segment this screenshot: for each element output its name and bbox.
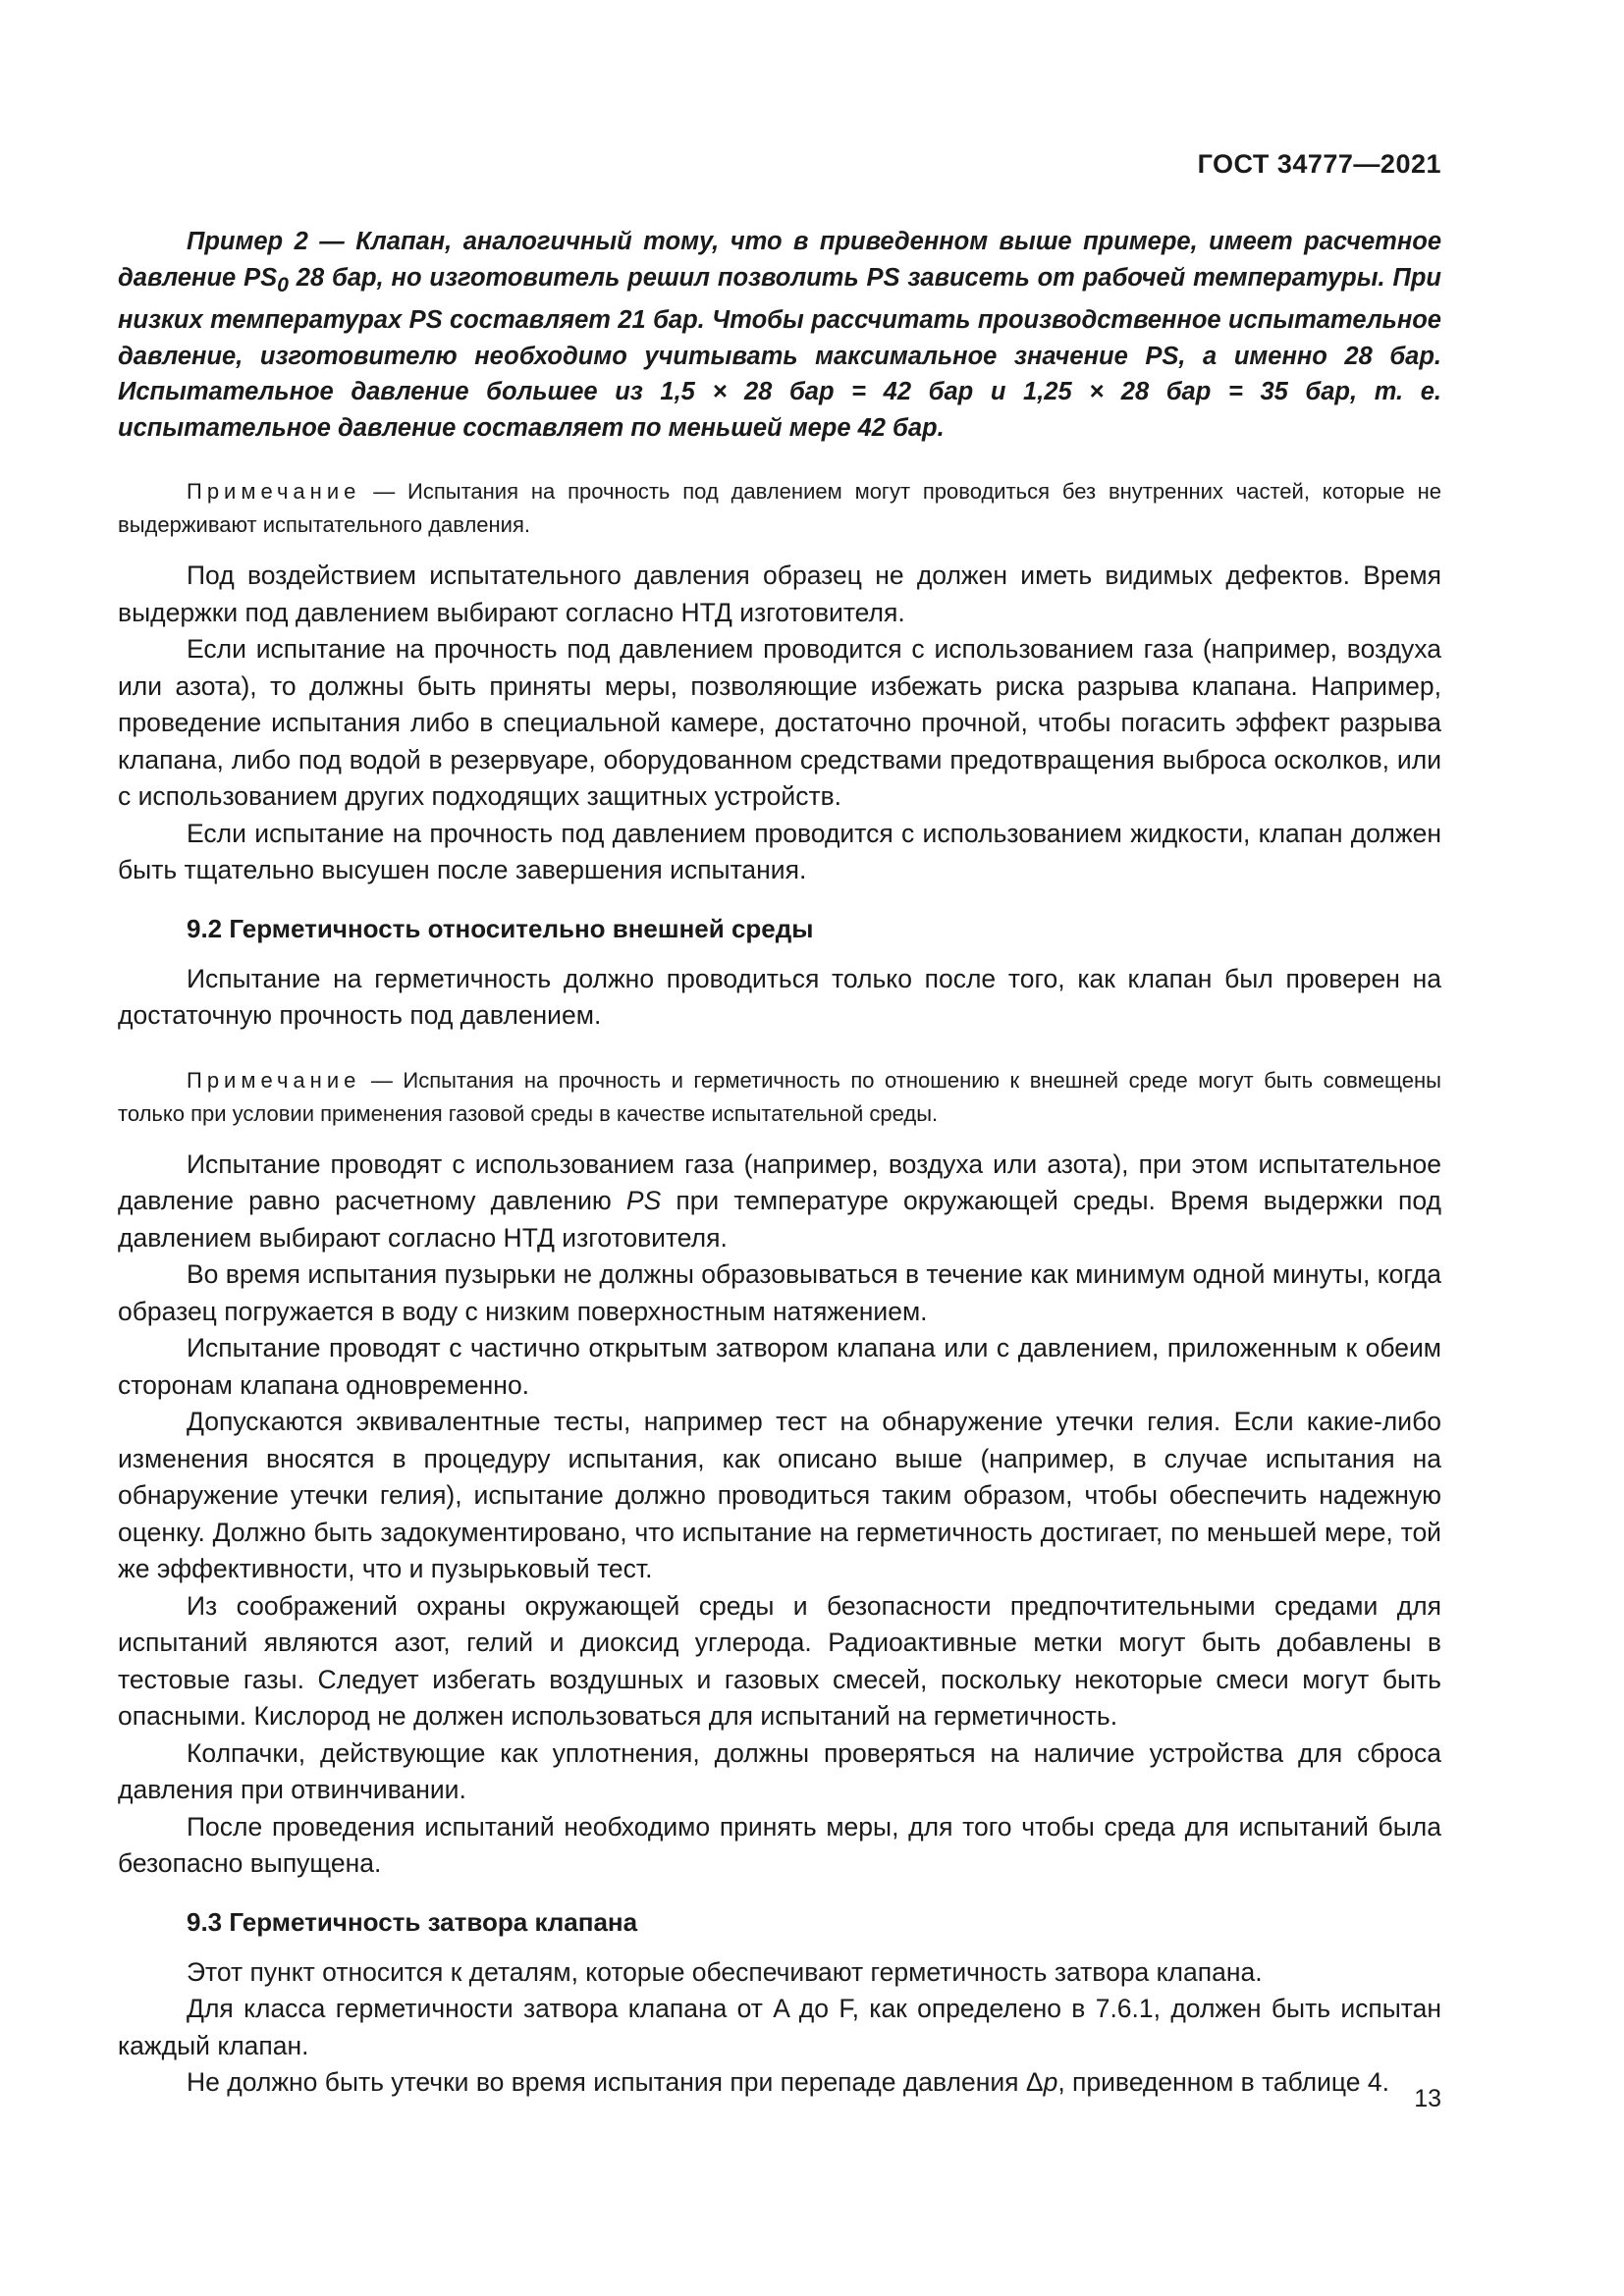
section-heading-9-3: 9.3 Герметичность затвора клапана — [187, 1906, 638, 1937]
paragraph: Этот пункт относится к деталям, которые обеспечивают герметичность затвора клапана. — [187, 1956, 1263, 1987]
note-2-text: — Испытания на прочность и герметичность по отношению к внешней среде могут быть совмещены только при условии применения газовой среды в качестве испытательной среды. — [118, 1067, 1441, 1126]
example-2-lead: Пример 2 — Клапан, аналогичный тому, что в приведенном выше примере, имеет расчетное давление PS — [118, 228, 1441, 292]
delta-symbol: Δ — [1025, 2067, 1044, 2098]
example-2-rest: 28 бар, но изготовитель решил позволить PS зависеть от рабочей температуры. При низких температурах PS составляет 21 бар. Чтобы рассчитать производственное испытательное давление, изготовителю необходимо учитывать максимальное значение PS, а именно 28 бар. Испытательное давление большее из 1,5 × 28 бар = 42 бар и 1,25 × 28 бар = 35 бар, т. е. испытательное давление составляет по меньшей мере 42 бар. — [118, 263, 1441, 442]
paragraph: Испытание проводят с частично открытым затвором клапана или с давлением, приложенным к обеим сторонам клапана одновременно. — [118, 1333, 1441, 1400]
example-2 — [118, 224, 1441, 446]
paragraph: Колпачки, действующие как уплотнения, должны проверяться на наличие устройства для сброса давления при отвинчивании. — [118, 1737, 1441, 1805]
paragraph — [118, 1147, 1441, 1257]
paragraph: Для класса герметичности затвора клапана от A до F, как определено в 7.6.1, должен быть испытан каждый клапан. — [118, 1994, 1441, 2060]
note-1 — [118, 475, 1441, 542]
document-id: ГОСТ 34777—2021 — [1197, 149, 1441, 179]
note-2-label: Примечание — [187, 1067, 361, 1093]
paragraph: Во время испытания пузырьки не должны образовываться в течение как минимум одной минуты, когда образец погружается в воду с низким поверхностным натяжением. — [118, 1259, 1441, 1326]
paragraph: Если испытание на прочность под давлением проводится с использованием жидкости, клапан должен быть тщательно высушен после завершения испытания. — [118, 818, 1441, 885]
paragraph: Если испытание на прочность под давлением проводится с использованием газа (например, воздуха или азота), то должны быть приняты меры, позволяющие избежать риска разрыва клапана. Например, проведение испытания либо в специальной камере, достаточно прочной, чтобы погасить эффект разрыва клапана, либо под водой в резервуаре, оборудованном средствами предотвращения выброса осколков, или с использованием других подходящих защитных устройств. — [118, 634, 1441, 812]
note-2 — [118, 1064, 1441, 1131]
paragraph: Под воздействием испытательного давления образец не должен иметь видимых дефектов. Время выдержки под давлением выбирают согласно НТД изготовителя. — [118, 561, 1441, 627]
note-1-text: — Испытания на прочность под давлением могут проводиться без внутренних частей, которые не выдерживают испытательного давления. — [118, 479, 1441, 538]
paragraph-part: Испытание проводят с использованием газа (например, воздуха или азота), при этом испытательное давление равно расчетному давлению — [118, 1148, 1441, 1216]
paragraph — [118, 2064, 1441, 2102]
paragraph-part: , приведенном в таблице 4. — [1057, 2067, 1390, 2098]
ps-symbol: PS — [625, 1186, 662, 1216]
section-heading-9-2: 9.2 Герметичность относительно внешней среды — [187, 913, 814, 943]
example-2-subscript: 0 — [277, 272, 289, 296]
page-number: 13 — [1414, 2085, 1441, 2112]
paragraph-part: Не должно быть утечки во время испытания при перепаде давления — [187, 2067, 1026, 2098]
p-symbol: p — [1043, 2067, 1058, 2098]
paragraph-part: при температуре окружающей среды. Время выдержки под давлением выбирают согласно НТД изготовителя. — [118, 1186, 1441, 1253]
paragraph: Из соображений охраны окружающей среды и безопасности предпочтительными средами для испытаний являются азот, гелий и диоксид углерода. Радиоактивные метки могут быть добавлены в тестовые газы. Следует избегать воздушных и газовых смесей, поскольку некоторые смеси могут быть опасными. Кислород не должен использоваться для испытаний на герметичность. — [118, 1590, 1441, 1732]
note-1-label: Примечание — [187, 479, 361, 505]
paragraph: Испытание на герметичность должно проводиться только после того, как клапан был проверен на достаточную прочность под давлением. — [118, 963, 1441, 1031]
paragraph: Допускаются эквивалентные тесты, например тест на обнаружение утечки гелия. Если какие-либо изменения вносятся в процедуру испытания, как описано выше (например, в случае испытания на обнаружение утечки гелия), испытание должно проводиться таким образом, чтобы обеспечить надежную оценку. Должно быть задокументировано, что испытание на герметичность достигает, по меньшей мере, той же эффективности, что и пузырьковый тест. — [118, 1407, 1441, 1584]
page-body — [118, 224, 1441, 2102]
paragraph: После проведения испытаний необходимо принять меры, для того чтобы среда для испытаний была безопасно выпущена. — [118, 1811, 1441, 1879]
